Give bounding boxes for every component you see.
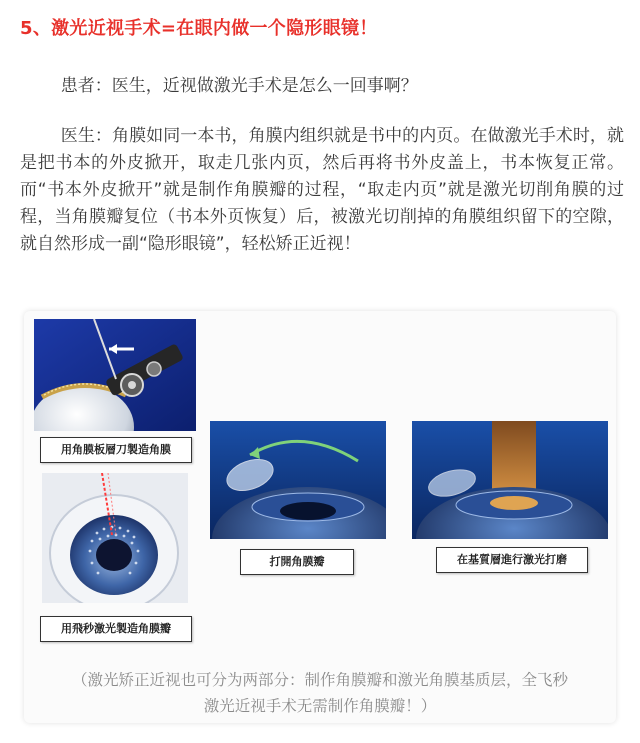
figure-caption (24, 667, 616, 719)
microkeratome-panel (34, 319, 196, 431)
figure-caption-line-2: 激光近视手术无需制作角膜瓣！） (203, 697, 437, 715)
ablation-label: 在基質層進行激光打磨 (436, 547, 588, 573)
femtosecond-panel (42, 473, 188, 603)
surgery-illustration (24, 311, 616, 723)
section-heading: 5、激光近视手术=在眼内做一个隐形眼镜！ (20, 18, 378, 39)
ablation-panel (412, 421, 608, 539)
femtosecond-label: 用飛秒激光製造角膜瓣 (40, 616, 192, 642)
doctor-answer: 医生：角膜如同一本书，角膜内组织就是书中的内页。在做激光手术时，就是把书本的外皮掀开，取走几张内页，然后再将书外皮盖上，书本恢复正常。而“书本外皮掀开”就是制作角膜瓣的过程，“取走内页”就是激光切削角膜的过程，当角膜瓣复位（书本外页恢复）后，被激光切削掉的角膜组织留下的空隙，就自然形成一副“隐形眼镜”，轻松矫正近视！ (20, 126, 624, 254)
microkeratome-label: 用角膜板層刀製造角膜 (40, 437, 192, 463)
lift-flap-label: 打開角膜瓣 (240, 549, 354, 575)
microkeratome-illustration (34, 319, 196, 431)
femtosecond-illustration (42, 473, 188, 603)
figure-caption-line-1: （激光矫正近视也可分为两部分：制作角膜瓣和激光角膜基质层，全飞秒 (71, 671, 568, 689)
lift-flap-panel (210, 421, 386, 539)
ablation-illustration (412, 421, 608, 539)
patient-question: 患者：医生，近视做激光手术是怎么一回事啊？ (60, 76, 418, 96)
lift-flap-illustration (210, 421, 386, 539)
